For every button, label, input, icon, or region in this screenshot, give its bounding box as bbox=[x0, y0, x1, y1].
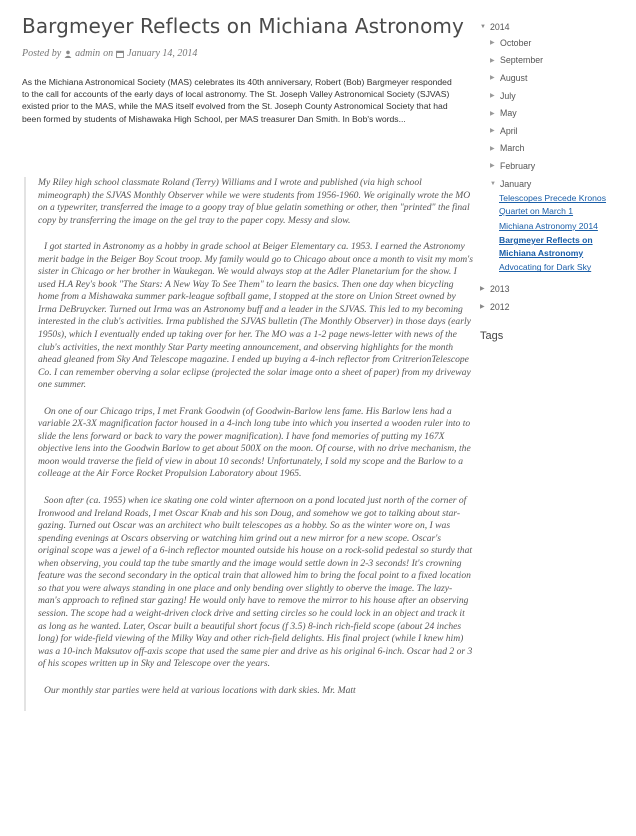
archive-year-label: 2014 bbox=[490, 22, 510, 32]
collapsed-arrow-icon: ▶ bbox=[490, 93, 495, 100]
user-icon bbox=[64, 50, 72, 58]
month-label: March bbox=[500, 143, 525, 154]
on-label: on bbox=[103, 48, 114, 59]
month-label: April bbox=[500, 125, 518, 136]
post-list bbox=[499, 192, 630, 274]
archive-year-label: 2013 bbox=[490, 283, 510, 294]
collapsed-arrow-icon: ▶ bbox=[490, 128, 495, 135]
quote-paragraph: I got started in Astronomy as a hobby in grade school at Beiger Elementary ca. 1953. I earned the Astronomy merit badge in the Beiger Boy Scout troop. My family would go to Chicago about once a month to visit my mom's sister in Chicago or her brother in Waukegan. We would always stop at the Adler Planetarium for the show. I used H.A Rey's book "The Stars: A New Way To See Them" to learn the basics. Then one day when bicycling home from a Mishawaka summer park-league softball game, I stopped at the store on Union Street owned by Irma DeBruycker. Turned out Irma was an Astronomy buff and a leader in the SJVAS. This led to my becoming interested in the club's activities. Irma published the SJVAS bulletin (The Monthly Observer) in those days (early 1950s), which I eventually ended up taking over for her. The MO was a 1-2 page news-letter with news of the club's activities, the next monthly Star Party meeting announcement, and observing highlights for the month ahead gleaned from Sky And Telescope magazine. I ended up buying a 4-inch reflector from CritrerionTelescope Co. I can remember oberving a solar eclipse (projected the solar image onto a sheet of paper) from my driveway one summer. bbox=[38, 241, 473, 391]
quote-paragraph: My Riley high school classmate Roland (Terry) Williams and I wrote and published (via high school mimeograph) the SJVAS Monthly Observer while we were students from 1956-1960. We originally wrote the MO on a typewriter, transferred the image to a goopy tray of blue gelatin something or other, then "printed" the final copy by transferring the image on the gel tray to the paper copy. Messy and slow. bbox=[38, 177, 471, 226]
blockquote bbox=[24, 177, 474, 711]
month-list bbox=[480, 34, 630, 274]
month-label: August bbox=[500, 72, 528, 83]
collapsed-arrow-icon: ▶ bbox=[490, 75, 495, 82]
quote-paragraph: Our monthly star parties were held at various locations with dark skies. Mr. Matt bbox=[44, 684, 356, 696]
expanded-arrow-icon: ▼ bbox=[480, 24, 486, 30]
archive-month[interactable] bbox=[490, 87, 630, 105]
article-title: Bargmeyer Reflects on Michiana Astronomy bbox=[22, 14, 464, 38]
month-label: February bbox=[500, 160, 536, 171]
collapsed-arrow-icon: ▶ bbox=[480, 304, 485, 311]
collapsed-arrow-icon: ▶ bbox=[490, 40, 495, 47]
author-link[interactable]: admin bbox=[75, 48, 101, 59]
archive-month[interactable] bbox=[490, 34, 630, 52]
archive-month-january[interactable] bbox=[490, 175, 630, 193]
tags-heading: Tags bbox=[480, 329, 504, 342]
posted-by-label: Posted by bbox=[22, 48, 62, 59]
archive-month[interactable] bbox=[490, 69, 630, 87]
collapsed-arrow-icon: ▶ bbox=[490, 145, 495, 152]
collapsed-arrow-icon: ▶ bbox=[480, 286, 485, 293]
quote-paragraph: Soon after (ca. 1955) when ice skating one cold winter afternoon on a pond located just north of the corner of Ironwood and Ireland Roads, I met Oscar Knab and his son Doug, and somehow we got to talking about star-gazing. Turned out Oscar was an architect who built telescopes as a hobby. So as the winter wore on, I was spending evenings at Oscars observing or watching him grind out a new mirror for a new scope. Oscar's original scope was a jewel of a 6-inch reflector mounted outside his house on a rock-solid pedestal so sturdy that when observing, you could tap the tube smartly and the image would settle down in 2-3 seconds! It's crowning feature was the second secondary in the optical train that allowed him to bring the focal point to a fixed location so that you were always standing in one place and only bending over slightly to oberve the image. The lazy-man's approach to refined star gazing! He would only have to remove the mirror to his house after an observing session. The scope had a weight-driven clock drive and setting circles so he could lock in an object and track it as long as he wanted. Later, Oscar built a beautiful short focus (f 3.5) 8-inch rich-field scope (about 24 inches long) for wide-field viewing of the Milky Way and other rich-field delights. His final project (while I knew him) was a 10-inch Maksutov off-axis scope that used the same pier and drive as his original 6-inch. Oscar had 2 or 3 of his scopes written up in Sky and Telescope over the years. bbox=[38, 495, 473, 670]
article bbox=[22, 14, 462, 125]
archive-month[interactable] bbox=[490, 104, 630, 122]
archive-year-2012[interactable] bbox=[480, 298, 630, 316]
archive-month[interactable] bbox=[490, 157, 630, 175]
expanded-arrow-icon: ▼ bbox=[490, 180, 496, 187]
archive-year-label: 2012 bbox=[490, 301, 510, 312]
quote-paragraph: On one of our Chicago trips, I met Frank Goodwin (of Goodwin-Barlow lens fame. His Barlow lens had a variable 2X-3X magnification factor housed in a 4-inch long tube into which you inserted a wooden ruler into to slide the lens forward or back to vary the power magnification). I have fond memories of putting my 167X objective lens into the Goodwin Barlow to get about 500X on the moon. Of course, with no drive mechanism, the moon would traverse the field of view in about 10 seconds! Unfortunately, I sold my scope and the Barlow to a colleage at the Air Force Rocket Propulsion Laboratory about 1965. bbox=[38, 405, 471, 480]
month-label: July bbox=[500, 90, 516, 101]
post-link[interactable]: Michiana Astronomy 2014 bbox=[499, 220, 598, 231]
month-label: January bbox=[500, 178, 532, 189]
archive-year-2013[interactable] bbox=[480, 280, 630, 298]
month-label: October bbox=[500, 37, 532, 48]
post-date: January 14, 2014 bbox=[127, 48, 198, 59]
post-link-current[interactable]: Bargmeyer Reflects on Michiana Astronomy bbox=[499, 235, 593, 258]
archive-tree bbox=[480, 20, 630, 316]
post-link[interactable]: Telescopes Precede Kronos Quartet on March 1 bbox=[499, 193, 607, 216]
post-link[interactable]: Advocating for Dark Sky bbox=[499, 262, 592, 273]
archive-month[interactable] bbox=[490, 122, 630, 140]
intro-paragraph: As the Michiana Astronomical Society (MAS) celebrates its 40th anniversary, Robert (Bob) Bargmeyer responded to the call for accounts of the early days of local astronomy. The St. Joseph Valley Astronomical Society (SJVAS) existed prior to the MAS, while the MAS itself evolved from the St. Joseph County Astronomical Society that had been formed by students of Mishawaka High School, per MAS treasurer Dan Smith. In Bob's words... bbox=[22, 77, 452, 124]
post-meta bbox=[22, 48, 462, 59]
archive-year-2014[interactable] bbox=[480, 20, 630, 34]
month-label: September bbox=[500, 55, 544, 66]
month-label: May bbox=[500, 108, 517, 119]
calendar-icon bbox=[116, 50, 124, 58]
archive-sidebar bbox=[480, 20, 630, 342]
collapsed-arrow-icon: ▶ bbox=[490, 57, 495, 64]
archive-month[interactable] bbox=[490, 52, 630, 70]
collapsed-arrow-icon: ▶ bbox=[490, 110, 495, 117]
collapsed-arrow-icon: ▶ bbox=[490, 163, 495, 170]
archive-month[interactable] bbox=[490, 140, 630, 158]
